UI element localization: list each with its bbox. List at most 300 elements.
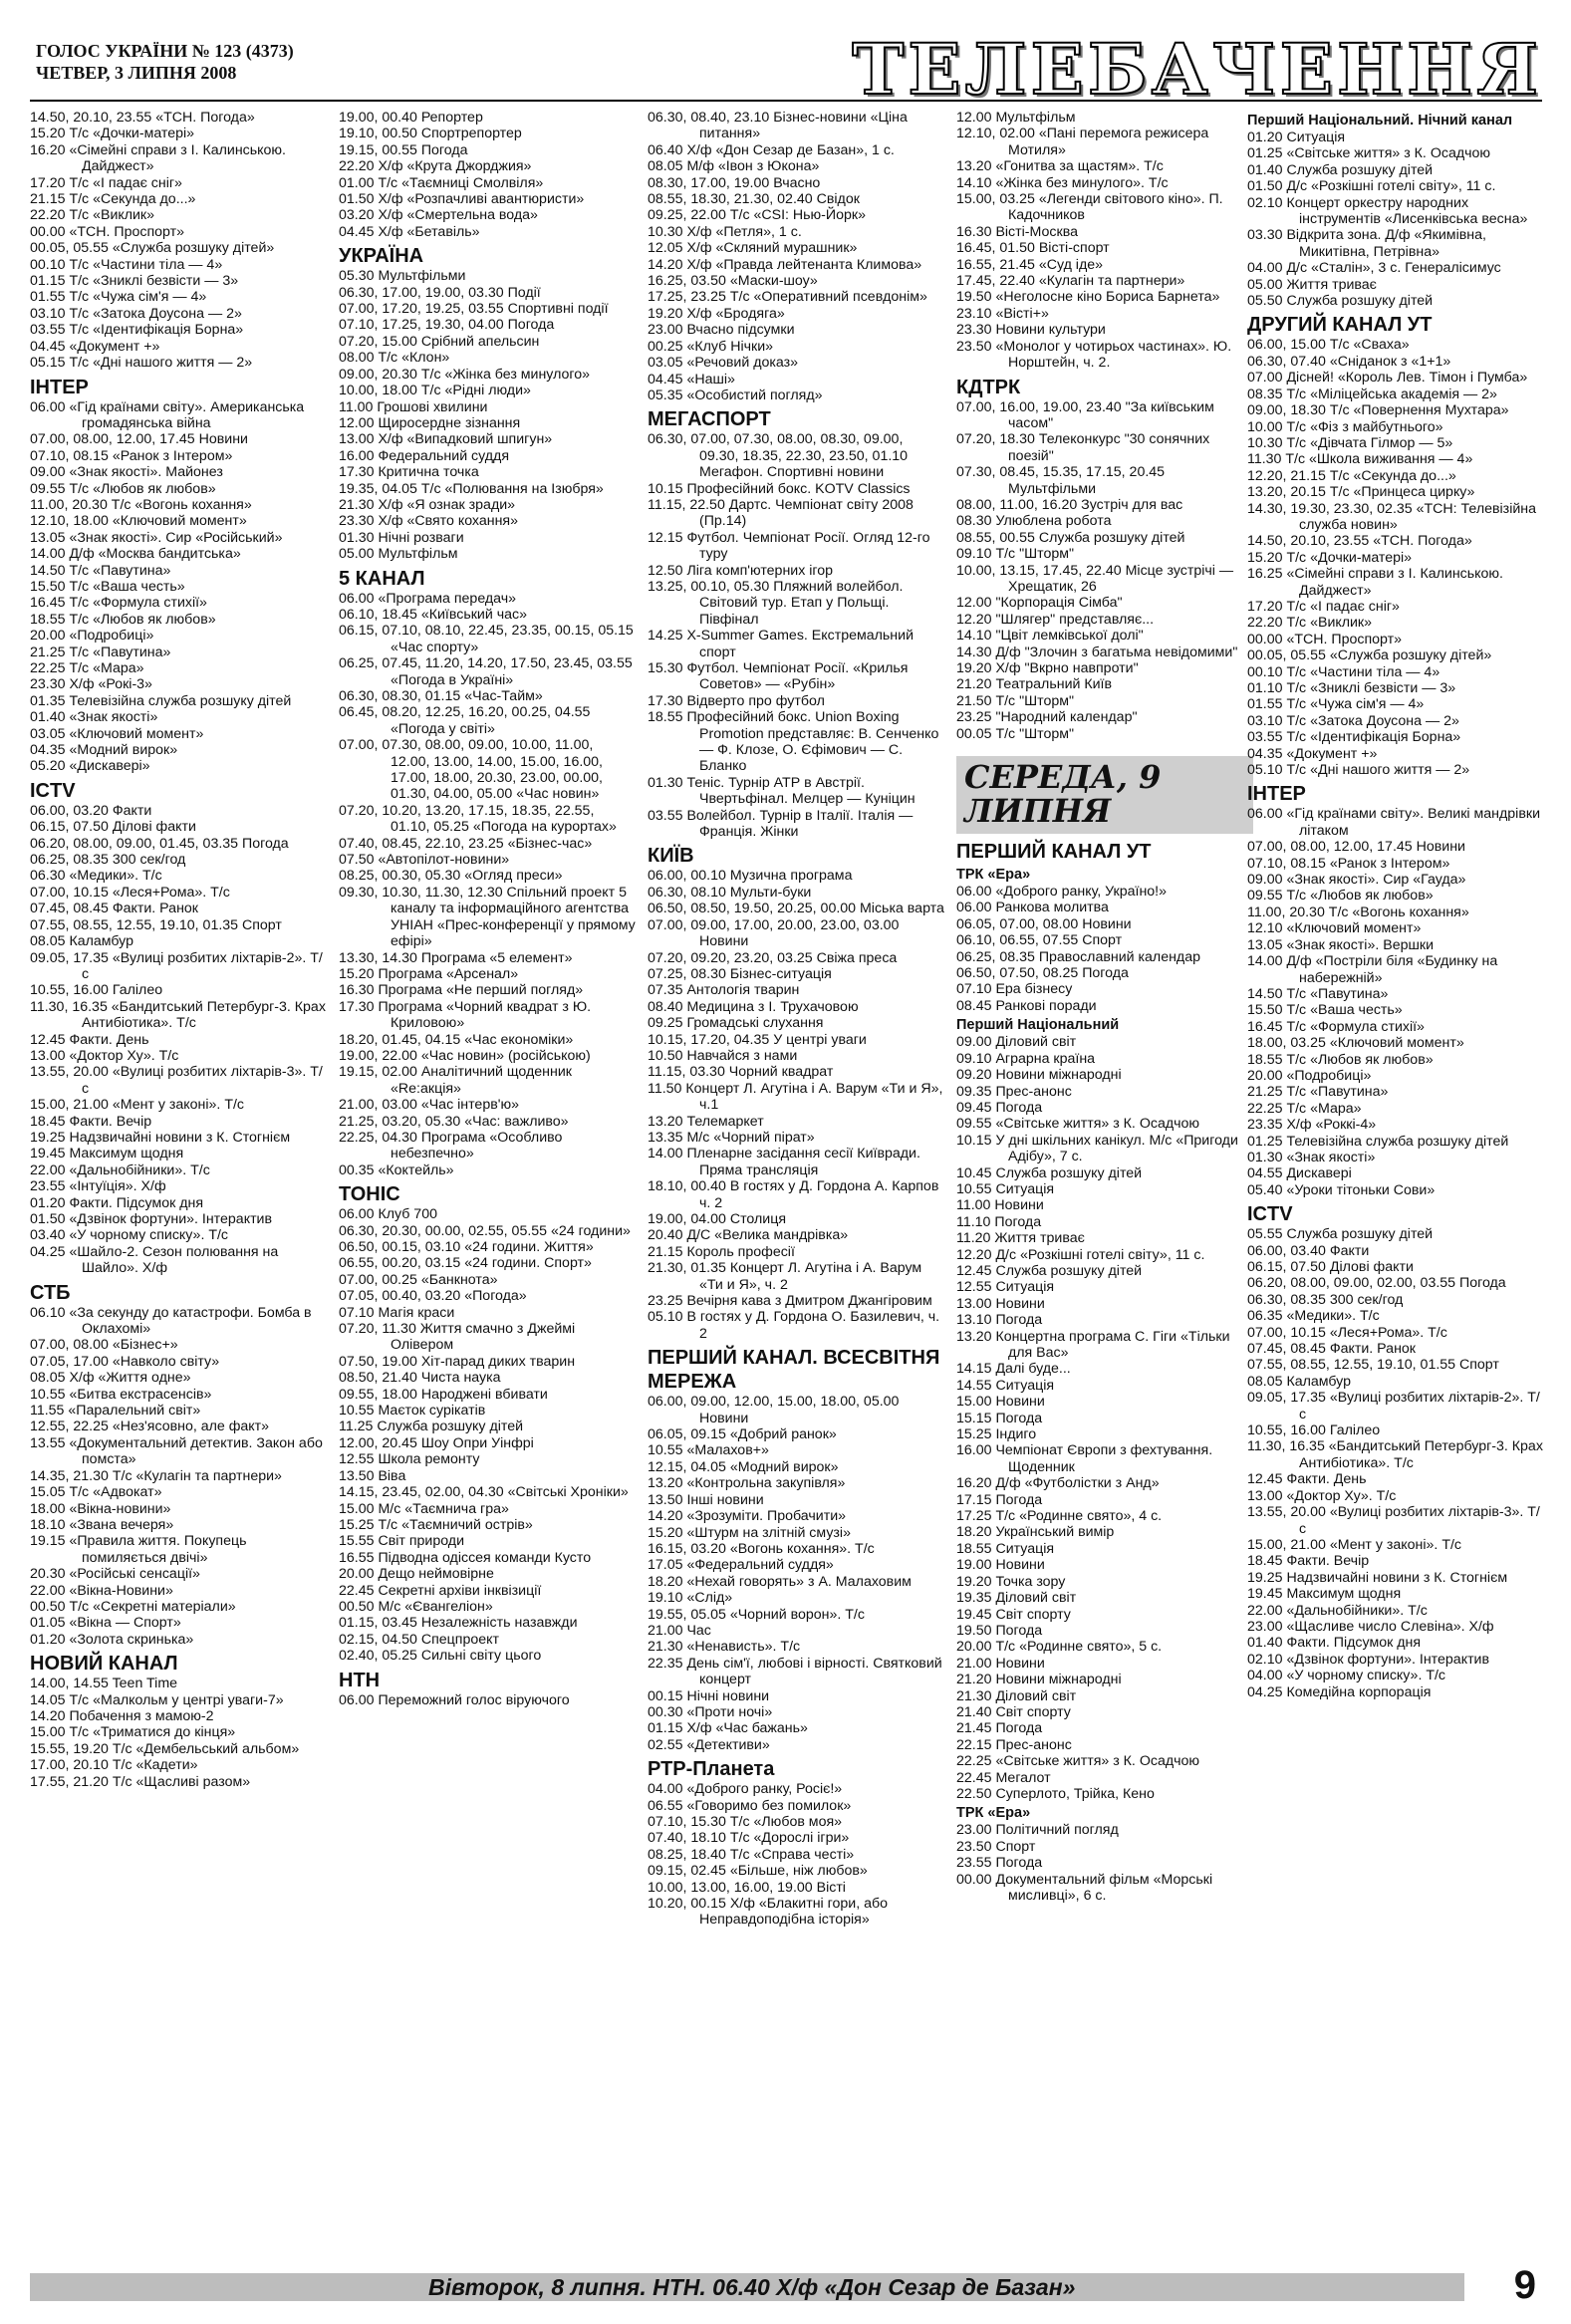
program-entry: 17.45, 22.40 «Кулагін та партнери» xyxy=(956,273,1185,290)
listing-column-4 xyxy=(956,110,1253,2263)
program-entry: 22.20 Х/ф «Крута Джорджия» xyxy=(339,158,532,175)
masthead-info xyxy=(36,40,294,84)
program-entry: 17.30 Програма «Чорний квадрат з Ю. Криловою» xyxy=(339,998,592,1032)
program-entry: 06.10 «За секунду до катастрофи. Бомба в Оклахомі» xyxy=(30,1304,312,1338)
program-entry: 12.20, 21.15 Т/с «Секунда до...» xyxy=(1247,467,1456,484)
program-entry: 08.55, 18.30, 21.30, 02.40 Свідок xyxy=(648,191,860,208)
program-entry: 19.00, 00.40 Репортер xyxy=(339,110,483,126)
program-entry: 15.20 Т/с «Дочки-матері» xyxy=(30,126,195,142)
program-entry: 16.45 Т/с «Формула стихії» xyxy=(1247,1018,1425,1035)
program-entry: 12.10 «Ключовий момент» xyxy=(1247,920,1422,937)
program-entry: 12.15 Футбол. Чемпіонат Росії. Огляд 12-го туру xyxy=(648,529,930,563)
program-entry: 18.45 Факти. Вечір xyxy=(30,1113,152,1130)
program-entry: 15.20 Програма «Арсенал» xyxy=(339,965,519,982)
channel-heading: УКРАЇНА xyxy=(339,245,424,268)
program-entry: 07.20, 18.30 Телеконкурс "30 сонячних поезій" xyxy=(956,431,1210,464)
program-entry: 04.45 «Наші» xyxy=(648,371,735,387)
program-entry: 10.50 Навчайся з нами xyxy=(648,1047,798,1064)
program-entry: 17.30 Відверто про футбол xyxy=(648,692,825,709)
program-entry: 04.55 Дискавері xyxy=(1247,1165,1352,1182)
program-entry: 07.55, 08.55, 12.55, 19.10, 01.55 Спорт xyxy=(1247,1357,1499,1374)
program-entry: 06.00, 03.40 Факти xyxy=(1247,1242,1370,1259)
program-entry: 18.00, 03.25 «Ключовий момент» xyxy=(1247,1035,1464,1052)
program-entry: 21.40 Світ спорту xyxy=(956,1703,1071,1720)
program-entry: 22.50 Суперлото, Трійка, Кено xyxy=(956,1785,1155,1802)
program-entry: 23.30 Новини культури xyxy=(956,322,1106,339)
program-entry: 17.05 «Федеральний суддя» xyxy=(648,1557,834,1574)
program-entry: 20.00 Т/с «Родинне свято», 5 с. xyxy=(956,1639,1163,1656)
program-entry: 23.00 Політичний погляд xyxy=(956,1822,1119,1839)
program-entry: 21.30 Діловий світ xyxy=(956,1687,1077,1704)
program-entry: 22.35 День сім'ї, любові і вірності. Святковий концерт xyxy=(648,1655,942,1688)
channel-heading: НОВИЙ КАНАЛ xyxy=(30,1653,178,1676)
sub-channel-heading: ТРК «Ера» xyxy=(956,1805,1031,1822)
program-entry: 13.05 «Знак якості». Сир «Російський» xyxy=(30,529,283,546)
program-entry: 21.50 Т/с "Шторм" xyxy=(956,692,1075,709)
program-entry: 06.00 «Доброго ранку, Україно!» xyxy=(956,884,1167,901)
program-entry: 07.45, 08.45 Факти. Ранок xyxy=(30,901,198,917)
program-entry: 21.00, 03.00 «Час інтерв'ю» xyxy=(339,1097,519,1114)
program-entry: 23.25 "Народний календар" xyxy=(956,709,1138,726)
program-entry: 14.35, 21.30 Т/с «Кулагін та партнери» xyxy=(30,1467,282,1484)
program-entry: 01.20 «Золота скринька» xyxy=(30,1631,194,1648)
sub-channel-heading: ТРК «Ера» xyxy=(956,867,1031,884)
program-entry: 01.40 Служба розшуку дітей xyxy=(1247,161,1434,178)
program-entry: 18.55 Ситуація xyxy=(956,1540,1055,1557)
program-entry: 11.25 Служба розшуку дітей xyxy=(339,1419,524,1435)
program-entry: 19.20 Х/ф "Вкрно навпроти" xyxy=(956,660,1139,676)
program-entry: 01.40 «Знак якості» xyxy=(30,709,158,726)
program-entry: 23.00 «Щасливе число Слевіна». Х/ф xyxy=(1247,1618,1494,1635)
program-entry: 10.55 «Малахов+» xyxy=(648,1442,769,1459)
program-entry: 12.55 Школа ремонту xyxy=(339,1451,480,1468)
program-entry: 18.10, 00.40 В гостях у Д. Гордона А. Карпов ч. 2 xyxy=(648,1178,939,1211)
program-entry: 09.30, 10.30, 11.30, 12.30 Спільний проект 5 каналу та інформаційного агентства УНІАН «Прес-конференції у прямому ефірі» xyxy=(339,884,636,950)
program-entry: 22.20 Т/с «Виклик» xyxy=(30,207,155,224)
program-entry: 06.15, 07.10, 08.10, 22.45, 23.35, 00.15, 05.15 «Час спорту» xyxy=(339,623,634,655)
program-entry: 07.20, 11.30 Життя смачно з Джеймі Олівером xyxy=(339,1321,576,1354)
program-entry: 06.30, 17.00, 19.00, 03.30 Події xyxy=(339,284,541,301)
program-entry: 14.25 X-Summer Games. Екстремальний спорт xyxy=(648,628,914,660)
program-entry: 06.55 «Говоримо без помилок» xyxy=(648,1797,852,1814)
program-entry: 12.05 Х/ф «Скляний мурашник» xyxy=(648,240,858,257)
program-entry: 10.55, 16.00 Галілео xyxy=(30,982,163,999)
program-entry: 01.15 Т/с «Зниклі безвісти — 3» xyxy=(30,273,239,290)
program-entry: 13.50 Віва xyxy=(339,1467,406,1484)
program-entry: 19.20 Точка зору xyxy=(956,1573,1066,1590)
program-entry: 12.00 Мультфільм xyxy=(956,110,1076,126)
program-entry: 16.25 «Сімейні справи з І. Калинською. Дайджест» xyxy=(1247,566,1503,599)
program-entry: 06.00 «Гід країнами світу». Великі мандрівки літаком xyxy=(1247,806,1540,839)
program-entry: 03.55 Волейбол. Турнір в Італії. Італія — Франція. Жінки xyxy=(648,807,914,841)
channel-heading: КДТРК xyxy=(956,376,1021,398)
program-entry: 22.00 «Вікна-Новини» xyxy=(30,1582,173,1599)
program-entry: 07.00, 08.00, 12.00, 17.45 Новини xyxy=(1247,839,1465,856)
program-entry: 19.50 Погода xyxy=(956,1622,1043,1639)
program-entry: 09.55 «Світське життя» з К. Осадчою xyxy=(956,1116,1200,1133)
program-entry: 23.25 Вечірня кава з Дмитром Джангіровим xyxy=(648,1293,932,1310)
program-entry: 08.30, 17.00, 19.00 Вчасно xyxy=(648,174,821,191)
program-entry: 08.50, 21.40 Чиста наука xyxy=(339,1370,501,1387)
program-entry: 13.30, 14.30 Програма «5 елемент» xyxy=(339,949,573,966)
program-entry: 00.05 Т/с "Шторм" xyxy=(956,725,1075,742)
program-entry: 00.15 Нічні новини xyxy=(648,1687,770,1704)
program-entry: 17.20 Т/с «І падає сніг» xyxy=(30,174,182,191)
program-entry: 15.20 Т/с «Дочки-матері» xyxy=(1247,549,1413,566)
program-entry: 08.25, 18.40 Т/с «Справа честі» xyxy=(648,1846,855,1863)
program-entry: 15.15 Погода xyxy=(956,1410,1043,1426)
channel-heading: СТБ xyxy=(30,1281,71,1304)
program-entry: 20.30 «Російські сенсації» xyxy=(30,1566,200,1583)
program-entry: 19.45 Максимум щодня xyxy=(1247,1586,1402,1603)
tv-listings xyxy=(30,110,1542,2263)
program-entry: 03.05 «Речовий доказ» xyxy=(648,355,799,372)
program-entry: 16.20 «Сімейні справи з І. Калинською. Дайджест» xyxy=(30,141,286,175)
program-entry: 00.50 М/с «Євангеліон» xyxy=(339,1598,493,1615)
program-entry: 09.15, 02.45 «Більше, ніж любов» xyxy=(648,1863,868,1880)
program-entry: 23.00 Вчасно підсумки xyxy=(648,322,795,339)
program-entry: 23.50 «Монолог у чотирьох частинах». Ю. Норштейн, ч. 2. xyxy=(956,338,1232,372)
program-entry: 06.45, 08.20, 12.25, 16.20, 00.25, 04.55 «Погода у світі» xyxy=(339,704,591,737)
channel-heading: ПЕРШИЙ КАНАЛ УТ xyxy=(956,841,1152,864)
program-entry: 15.55, 19.20 Т/с «Дембельський альбом» xyxy=(30,1740,300,1757)
channel-heading: ІНТЕР xyxy=(30,376,89,398)
program-entry: 01.30 Теніс. Турнір АТР в Австрії. Чвертьфінал. Мелцер — Куніцин xyxy=(648,774,916,808)
program-entry: 10.00, 18.00 Т/с «Рідні люди» xyxy=(339,383,531,399)
program-entry: 08.00, 11.00, 16.20 Зустріч для вас xyxy=(956,496,1183,513)
program-entry: 07.10, 17.25, 19.30, 04.00 Погода xyxy=(339,317,555,334)
program-entry: 06.30 «Медики». Т/с xyxy=(30,868,162,885)
program-entry: 00.00 Документальний фільм «Морські мисливці», 6 с. xyxy=(956,1871,1213,1904)
program-entry: 01.30 «Знак якості» xyxy=(1247,1149,1376,1165)
program-entry: 18.20 Український вимір xyxy=(956,1524,1115,1541)
program-entry: 14.50 Т/с «Павутина» xyxy=(1247,985,1389,1002)
program-entry: 09.05, 17.35 «Вулиці розбитих ліхтарів-2». Т/с xyxy=(30,949,323,982)
program-entry: 10.00, 13.15, 17.45, 22.40 Місце зустрічі — Хрещатик, 26 xyxy=(956,562,1234,595)
program-entry: 13.35 М/с «Чорний пірат» xyxy=(648,1129,815,1146)
program-entry: 09.00, 18.30 Т/с «Повернення Мухтара» xyxy=(1247,402,1509,419)
program-entry: 01.35 Телевізійна служба розшуку дітей xyxy=(30,692,292,709)
program-entry: 01.55 Т/с «Чужа сім'я — 4» xyxy=(1247,696,1425,713)
program-entry: 07.00, 08.00, 12.00, 17.45 Новини xyxy=(30,431,248,448)
program-entry: 17.15 Погода xyxy=(956,1491,1043,1508)
program-entry: 14.30, 19.30, 23.30, 02.35 «ТСН: Телевізійна служба новин» xyxy=(1247,500,1536,533)
program-entry: 23.30 Х/ф «Рокі-3» xyxy=(30,676,152,693)
program-entry: 10.20, 00.15 Х/ф «Блакитні гори, або Неправдоподібна історія» xyxy=(648,1896,888,1929)
program-entry: 18.55 Професійний бокс. Union Boxing Promotion представляє: В. Сенченко — Ф. Клозе, О. Єфімович — С. Бланко xyxy=(648,709,939,775)
program-entry: 19.45 Максимум щодня xyxy=(30,1146,184,1162)
program-entry: 13.50 Інші новини xyxy=(648,1491,764,1508)
program-entry: 22.25, 04.30 Програма «Особливо небезпечно» xyxy=(339,1129,563,1162)
program-entry: 03.40 «У чорному списку». Т/с xyxy=(30,1227,229,1244)
program-entry: 22.25 «Світське життя» з К. Осадчою xyxy=(956,1753,1200,1770)
program-entry: 19.10 «Слід» xyxy=(648,1590,733,1607)
program-entry: 21.15 Т/с «Секунда до...» xyxy=(30,191,196,208)
program-entry: 12.45 Факти. День xyxy=(30,1031,149,1048)
sub-channel-heading: Перший Національний xyxy=(956,1017,1120,1034)
program-entry: 09.35 Прес-анонс xyxy=(956,1083,1072,1100)
program-entry: 04.35 «Модний вирок» xyxy=(30,742,178,759)
program-entry: 02.15, 04.50 Спецпроект xyxy=(339,1631,499,1648)
program-entry: 06.15, 07.50 Ділові факти xyxy=(1247,1259,1414,1275)
program-entry: 00.05, 05.55 «Служба розшуку дітей» xyxy=(1247,647,1492,664)
listing-column-5 xyxy=(1247,110,1544,2263)
program-entry: 16.45 Т/с «Формула стихії» xyxy=(30,595,207,612)
program-entry: 12.55, 22.25 «Нез'ясовно, але факт» xyxy=(30,1419,270,1435)
program-entry: 10.15 Професійний бокс. KOTV Classics xyxy=(648,480,911,497)
program-entry: 16.30 Вісті-Москва xyxy=(956,223,1078,240)
program-entry: 01.25 «Світське життя» з К. Осадчою xyxy=(1247,145,1491,162)
program-entry: 07.50 «Автопілот-новини» xyxy=(339,852,510,869)
program-entry: 19.15, 00.55 Погода xyxy=(339,141,468,158)
program-entry: 15.55 Світ природи xyxy=(339,1533,464,1550)
program-entry: 19.50 «Неголосне кіно Бориса Барнета» xyxy=(956,289,1220,306)
program-entry: 11.00, 20.30 Т/с «Вогонь кохання» xyxy=(30,496,252,513)
program-entry: 10.15, 17.20, 04.35 У центрі уваги xyxy=(648,1031,867,1048)
channel-heading: ТОНІС xyxy=(339,1183,400,1206)
program-entry: 18.45 Факти. Вечір xyxy=(1247,1553,1370,1570)
program-entry: 00.10 Т/с «Частини тіла — 4» xyxy=(1247,663,1440,680)
masthead xyxy=(30,28,1542,111)
program-entry: 07.00 Дісней! «Король Лев. Тімон і Пумба» xyxy=(1247,370,1528,387)
program-entry: 23.10 «Вісті+» xyxy=(956,305,1049,322)
program-entry: 00.00 «ТСН. Проспорт» xyxy=(30,223,184,240)
program-entry: 00.10 Т/с «Частини тіла — 4» xyxy=(30,256,223,273)
program-entry: 13.00 Новини xyxy=(956,1295,1045,1312)
program-entry: 13.20 Концертна програма С. Гіги «Тільки для Вас» xyxy=(956,1328,1230,1361)
program-entry: 10.55, 16.00 Галілео xyxy=(1247,1422,1381,1439)
channel-heading: МЕГАСПОРТ xyxy=(648,408,771,431)
program-entry: 11.00, 20.30 Т/с «Вогонь кохання» xyxy=(1247,904,1469,920)
program-entry: 13.00 «Доктор Ху». Т/с xyxy=(30,1047,179,1064)
listing-column-2 xyxy=(339,110,636,2263)
program-entry: 14.55 Ситуація xyxy=(956,1377,1055,1394)
program-entry: 01.30 Нічні розваги xyxy=(339,529,464,546)
program-entry: 02.40, 05.25 Сильні світу цього xyxy=(339,1648,542,1665)
program-entry: 08.45 Ранкові поради xyxy=(956,997,1097,1014)
program-entry: 09.00, 20.30 Т/с «Жінка без минулого» xyxy=(339,366,591,383)
program-entry: 23.35 Х/ф «Роккі-4» xyxy=(1247,1117,1377,1134)
channel-heading: ICTV xyxy=(30,779,76,802)
program-entry: 14.10 «Жінка без минулого». Т/с xyxy=(956,174,1169,191)
program-entry: 14.20 Побачення з мамою-2 xyxy=(30,1707,214,1724)
program-entry: 15.00, 21.00 «Мент у законі». Т/с xyxy=(30,1097,245,1114)
program-entry: 04.25 Комедійна корпорація xyxy=(1247,1683,1432,1700)
program-entry: 06.30, 07.40 «Сніданок з «1+1» xyxy=(1247,353,1451,370)
program-entry: 05.20 «Дискавері» xyxy=(30,758,150,775)
program-entry: 18.10 «Звана вечеря» xyxy=(30,1516,174,1533)
channel-heading: 5 КАНАЛ xyxy=(339,567,425,590)
program-entry: 21.20 Новини міжнародні xyxy=(956,1672,1122,1688)
program-entry: 07.00, 00.25 «Банкнота» xyxy=(339,1271,498,1288)
program-entry: 10.55 Маєток сурікатів xyxy=(339,1403,486,1420)
program-entry: 20.40 Д/С «Велика мандрівка» xyxy=(648,1227,849,1244)
program-entry: 03.20 Х/ф «Смертельна вода» xyxy=(339,207,538,224)
program-entry: 20.00 «Подробиці» xyxy=(1247,1067,1372,1084)
program-entry: 21.15 Король професії xyxy=(648,1243,795,1260)
program-entry: 17.00, 20.10 Т/с «Кадети» xyxy=(30,1757,198,1774)
program-entry: 07.40, 18.10 Т/с «Дорослі ігри» xyxy=(648,1830,850,1847)
program-entry: 18.20, 01.45, 04.15 «Час економіки» xyxy=(339,1031,574,1048)
listing-column-1 xyxy=(30,110,327,2263)
program-entry: 23.55 Погода xyxy=(956,1855,1043,1872)
program-entry: 20.00 Дещо неймовірне xyxy=(339,1566,494,1583)
program-entry: 01.20 Ситуація xyxy=(1247,129,1346,145)
program-entry: 06.15, 07.50 Ділові факти xyxy=(30,819,196,836)
program-entry: 06.10, 06.55, 07.55 Спорт xyxy=(956,932,1123,949)
program-entry: 11.50 Концерт Л. Агутіна і А. Варум «Ти и Я», ч.1 xyxy=(648,1080,943,1114)
program-entry: 22.15 Прес-анонс xyxy=(956,1736,1072,1753)
program-entry: 07.00, 09.00, 17.00, 20.00, 23.00, 03.00 Новини xyxy=(648,916,900,950)
program-entry: 01.50 Х/ф «Розпачливі авантюристи» xyxy=(339,191,585,208)
program-entry: 08.55, 00.55 Служба розшуку дітей xyxy=(956,529,1185,546)
program-entry: 08.05 Каламбур xyxy=(1247,1373,1352,1390)
program-entry: 07.00, 10.15 «Леся+Рома». Т/с xyxy=(1247,1324,1447,1341)
program-entry: 21.25, 03.20, 05.30 «Час: важливо» xyxy=(339,1113,569,1130)
program-entry: 19.00 Новини xyxy=(956,1557,1045,1574)
program-entry: 14.00 Д/ф «Постріли біля «Будинку на набережній» xyxy=(1247,953,1498,986)
program-entry: 09.45 Погода xyxy=(956,1099,1043,1116)
program-entry: 05.00 Мультфільм xyxy=(339,546,458,563)
program-entry: 11.30 Т/с «Школа виживання — 4» xyxy=(1247,451,1473,468)
program-entry: 08.05 Х/ф «Життя одне» xyxy=(30,1370,191,1387)
program-entry: 11.55 «Паралельний світ» xyxy=(30,1403,201,1420)
program-entry: 16.55, 21.45 «Суд іде» xyxy=(956,256,1104,273)
program-entry: 06.30, 20.30, 00.00, 02.55, 05.55 «24 години» xyxy=(339,1222,631,1239)
program-entry: 02.10 Концерт оркестру народних інструментів «Лисенківська весна» xyxy=(1247,194,1528,228)
program-entry: 05.50 Служба розшуку дітей xyxy=(1247,293,1434,310)
program-entry: 12.00 "Корпорація Сімба" xyxy=(956,595,1123,612)
program-entry: 19.10, 00.50 Спортрепортер xyxy=(339,126,522,142)
program-entry: 12.20 Д/с «Розкішні готелі світу», 11 с. xyxy=(956,1246,1205,1263)
channel-heading: НТН xyxy=(339,1669,381,1691)
program-entry: 07.50, 19.00 Хіт-парад диких тварин xyxy=(339,1353,576,1370)
program-entry: 19.35 Діловий світ xyxy=(956,1590,1077,1607)
program-entry: 09.55 Т/с «Любов як любов» xyxy=(30,480,216,497)
program-entry: 05.55 Служба розшуку дітей xyxy=(1247,1226,1434,1243)
program-entry: 18.20 «Нехай говорять» з А. Малаховим xyxy=(648,1573,912,1590)
program-entry: 13.20, 20.15 Т/с «Принцеса цирку» xyxy=(1247,484,1475,501)
program-entry: 16.25, 03.50 «Маски-шоу» xyxy=(648,273,818,290)
program-entry: 01.05 «Вікна — Спорт» xyxy=(30,1615,181,1632)
program-entry: 06.00 Клуб 700 xyxy=(339,1206,437,1223)
program-entry: 07.00, 17.20, 19.25, 03.55 Спортивні події xyxy=(339,301,609,318)
program-entry: 23.50 Спорт xyxy=(956,1838,1036,1855)
program-entry: 09.00 Діловий світ xyxy=(956,1034,1077,1051)
program-entry: 17.25 Т/с «Родинне свято», 4 с. xyxy=(956,1508,1163,1525)
channel-heading: ПЕРШИЙ КАНАЛ. ВСЕСВІТНЯ МЕРЕЖА xyxy=(648,1347,940,1394)
program-entry: 06.20, 08.00, 09.00, 01.45, 03.35 Погода xyxy=(30,835,289,852)
channel-heading: ДРУГИЙ КАНАЛ УТ xyxy=(1247,314,1433,337)
program-entry: 06.00 «Програма передач» xyxy=(339,590,517,607)
program-entry: 06.00, 00.10 Музична програма xyxy=(648,868,853,885)
program-entry: 09.25 Громадські слухання xyxy=(648,1015,824,1032)
program-entry: 16.45, 01.50 Вісті-спорт xyxy=(956,240,1110,257)
program-entry: 22.00 «Дальнобійники». Т/с xyxy=(30,1162,210,1178)
program-entry: 06.40 Х/ф «Дон Сезар де Базан», 1 с. xyxy=(648,141,895,158)
program-entry: 04.35 «Документ +» xyxy=(1247,745,1378,762)
program-entry: 19.55, 05.05 «Чорний ворон». Т/с xyxy=(648,1606,865,1623)
program-entry: 08.30 Улюблена робота xyxy=(956,513,1112,530)
program-entry: 19.15 «Правила життя. Покупець помиляється двічі» xyxy=(30,1533,247,1566)
program-entry: 09.00 «Знак якості». Майонез xyxy=(30,464,223,481)
program-entry: 15.25 Індиго xyxy=(956,1426,1037,1443)
program-entry: 14.00 Пленарне засідання сесії Київради. Пряма трансляція xyxy=(648,1146,920,1178)
program-entry: 13.20 «Контрольна закупівля» xyxy=(648,1475,846,1492)
program-entry: 03.30 Відкрита зона. Д/ф «Якимівна, Микитівна, Петрівна» xyxy=(1247,227,1486,260)
program-entry: 07.10, 08.15 «Ранок з Інтером» xyxy=(30,447,233,464)
program-entry: 07.45, 08.45 Факти. Ранок xyxy=(1247,1341,1416,1358)
program-entry: 10.30 Х/ф «Петля», 1 с. xyxy=(648,223,802,240)
program-entry: 01.10 Т/с «Зниклі безвісти — 3» xyxy=(1247,680,1456,696)
program-entry: 15.50 Т/с «Ваша честь» xyxy=(1247,1002,1403,1019)
program-entry: 15.00 М/с «Таємнича гра» xyxy=(339,1500,509,1517)
program-entry: 10.55 Ситуація xyxy=(956,1180,1055,1197)
program-entry: 14.15 Далі буде... xyxy=(956,1361,1071,1378)
program-entry: 07.25, 08.30 Бізнес-ситуація xyxy=(648,965,832,982)
program-entry: 06.00, 09.00, 12.00, 15.00, 18.00, 05.00 Новини xyxy=(648,1394,900,1426)
footer xyxy=(30,2263,1542,2307)
program-entry: 12.10, 02.00 «Пані перемога режисера Мотиля» xyxy=(956,126,1209,158)
program-entry: 06.30, 08.35 300 сек/год xyxy=(1247,1291,1404,1308)
program-entry: 23.55 «Інтуїція». Х/ф xyxy=(30,1178,166,1195)
listing-column-3 xyxy=(648,110,944,2263)
program-entry: 22.00 «Дальнобійники». Т/с xyxy=(1247,1602,1428,1619)
program-entry: 13.05 «Знак якості». Вершки xyxy=(1247,936,1434,953)
program-entry: 14.50, 20.10, 23.55 «ТСН. Погода» xyxy=(1247,533,1472,550)
section-title: ТЕЛЕБАЧЕННЯ xyxy=(852,28,1542,111)
program-entry: 19.25 Надзвичайні новини з К. Стогнієм xyxy=(1247,1569,1508,1586)
program-entry: 19.25 Надзвичайні новини з К. Стогнієм xyxy=(30,1129,291,1146)
program-entry: 17.25, 23.25 Т/с «Оперативний псевдонім» xyxy=(648,289,927,306)
program-entry: 14.10 "Цвіт лемківської долі" xyxy=(956,628,1144,645)
program-entry: 03.05 «Ключовий момент» xyxy=(30,725,204,742)
program-entry: 10.00 Т/с «Фіз з майбутнього» xyxy=(1247,418,1443,435)
program-entry: 06.30, 08.10 Мульти-буки xyxy=(648,884,812,901)
program-entry: 16.30 Програма «Не перший погляд» xyxy=(339,982,584,999)
program-entry: 08.35 Т/с «Міліцейська академія — 2» xyxy=(1247,386,1497,402)
program-entry: 01.50 «Дзвінок фортуни». Інтерактив xyxy=(30,1211,273,1227)
program-entry: 03.55 Т/с «Ідентифікація Борна» xyxy=(30,322,244,339)
program-entry: 13.25, 00.10, 05.30 Пляжний волейбол. Світовий тур. Етап у Польщі. Півфінал xyxy=(648,578,904,628)
program-entry: 00.00 «ТСН. Проспорт» xyxy=(1247,631,1402,647)
program-entry: 15.25 Т/с «Таємничий острів» xyxy=(339,1516,533,1533)
program-entry: 16.20 Д/ф «Футболістки з Анд» xyxy=(956,1475,1160,1492)
program-entry: 11.15, 22.50 Дартс. Чемпіонат світу 2008 (Пр.14) xyxy=(648,496,914,530)
program-entry: 13.20 «Гонитва за щастям». Т/с xyxy=(956,158,1164,175)
program-entry: 21.25 Т/с «Павутина» xyxy=(1247,1084,1389,1101)
program-entry: 15.20 «Штурм на злітній смузі» xyxy=(648,1524,851,1541)
issue-date: ЧЕТВЕР, 3 ЛИПНЯ 2008 xyxy=(36,63,237,83)
program-entry: 13.10 Погода xyxy=(956,1312,1043,1329)
program-entry: 04.00 «Доброго ранку, Росіє!» xyxy=(648,1781,843,1798)
sub-channel-heading: Перший Національний. Нічний канал xyxy=(1247,113,1513,129)
program-entry: 07.20, 09.20, 23.20, 03.25 Свіжа преса xyxy=(648,949,898,966)
program-entry: 14.15, 23.45, 02.00, 04.30 «Світські Хроніки» xyxy=(339,1484,629,1501)
program-entry: 02.10 «Дзвінок фортуни». Інтерактив xyxy=(1247,1651,1490,1668)
program-entry: 01.50 Д/с «Розкішні готелі світу», 11 с. xyxy=(1247,178,1496,195)
program-entry: 09.25, 22.00 Т/с «CSI: Нью-Йорк» xyxy=(648,207,866,224)
program-entry: 05.40 «Уроки тітоньки Сови» xyxy=(1247,1181,1436,1198)
program-entry: 00.05, 05.55 «Служба розшуку дітей» xyxy=(30,240,275,257)
program-entry: 13.00 «Доктор Ху». Т/с xyxy=(1247,1487,1397,1504)
program-entry: 14.05 Т/с «Малкольм у центрі уваги-7» xyxy=(30,1691,284,1708)
program-entry: 07.20, 10.20, 13.20, 17.15, 18.35, 22.55, 01.10, 05.25 «Погода на курортах» xyxy=(339,802,617,836)
program-entry: 20.00 «Подробиці» xyxy=(30,628,154,645)
program-entry: 22.25 Т/с «Мара» xyxy=(30,660,144,676)
program-entry: 06.25, 07.45, 11.20, 14.20, 17.50, 23.45, 03.55 «Погода в Україні» xyxy=(339,655,633,688)
program-entry: 06.55, 00.20, 03.15 «24 години. Спорт» xyxy=(339,1255,592,1272)
